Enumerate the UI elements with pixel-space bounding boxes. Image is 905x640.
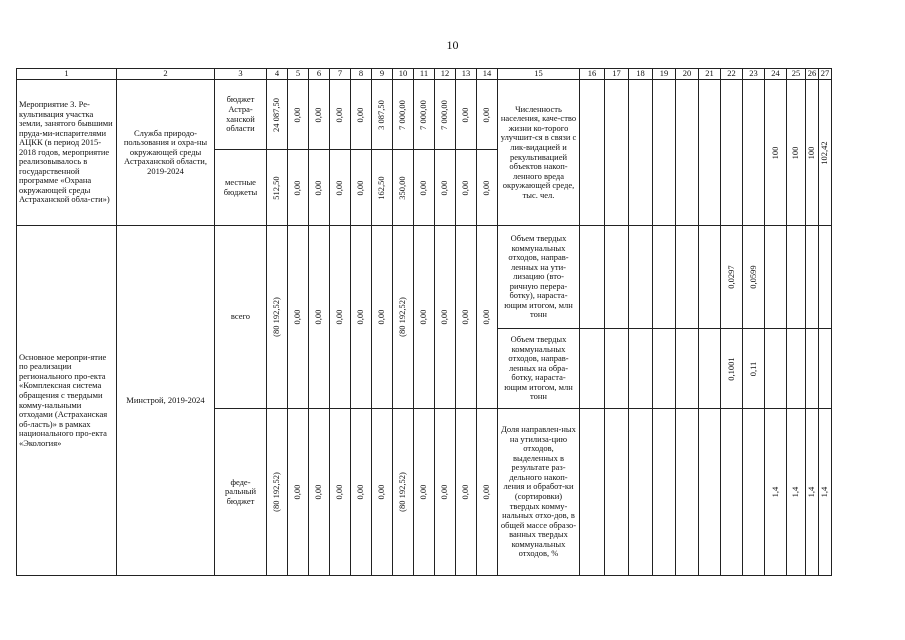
amount-cell: 0,00 xyxy=(477,226,498,409)
table-row xyxy=(17,80,832,150)
empty-cell xyxy=(819,226,832,329)
col-header-8: 8 xyxy=(351,69,372,80)
empty-cell xyxy=(629,80,653,226)
empty-cell xyxy=(699,329,721,409)
empty-cell xyxy=(653,80,676,226)
amount-cell: 0,00 xyxy=(351,150,372,226)
amount-cell: 0,00 xyxy=(330,409,351,576)
executor: Служба природо-пользования и охра-ны окружающей среды Астраханской области, 2019-2024 xyxy=(117,80,215,226)
amount-cell: 0,00 xyxy=(414,409,435,576)
empty-cell xyxy=(743,80,765,226)
col-header-17: 17 xyxy=(605,69,629,80)
amount-cell: 0,00 xyxy=(477,409,498,576)
empty-cell xyxy=(699,409,721,576)
empty-cell xyxy=(580,226,605,329)
col-header-14: 14 xyxy=(477,69,498,80)
amount-cell: 0,00 xyxy=(288,150,309,226)
col-header-24: 24 xyxy=(765,69,787,80)
amount-cell: 0,00 xyxy=(288,409,309,576)
col-header-20: 20 xyxy=(676,69,699,80)
empty-cell xyxy=(653,329,676,409)
col-header-4: 4 xyxy=(267,69,288,80)
target-cell: 0,0297 xyxy=(721,226,743,329)
col-header-15: 15 xyxy=(498,69,580,80)
col-header-23: 23 xyxy=(743,69,765,80)
program-table xyxy=(16,68,832,576)
empty-cell xyxy=(676,226,699,329)
empty-cell xyxy=(653,226,676,329)
empty-cell xyxy=(629,226,653,329)
amount-cell: 0,00 xyxy=(435,150,456,226)
empty-cell xyxy=(629,409,653,576)
target-cell: 1,4 xyxy=(806,409,819,576)
amount-cell: 7 000,00 xyxy=(393,80,414,150)
target-cell: 1,4 xyxy=(765,409,787,576)
amount-cell: (80 192,52) xyxy=(393,226,414,409)
amount-cell: 0,00 xyxy=(330,80,351,150)
amount-cell: 0,00 xyxy=(351,409,372,576)
col-header-10: 10 xyxy=(393,69,414,80)
col-header-26: 26 xyxy=(806,69,819,80)
target-cell: 102,42 xyxy=(819,80,832,226)
funding-source: местные бюджеты xyxy=(215,150,267,226)
empty-cell xyxy=(580,329,605,409)
col-header-3: 3 xyxy=(215,69,267,80)
col-header-1: 1 xyxy=(17,69,117,80)
amount-cell: 0,00 xyxy=(477,80,498,150)
amount-cell: 0,00 xyxy=(435,226,456,409)
col-header-12: 12 xyxy=(435,69,456,80)
amount-cell: 0,00 xyxy=(309,150,330,226)
target-cell: 100 xyxy=(787,80,806,226)
empty-cell xyxy=(605,226,629,329)
target-cell: 0,1001 xyxy=(721,329,743,409)
col-header-5: 5 xyxy=(288,69,309,80)
col-header-16: 16 xyxy=(580,69,605,80)
col-header-21: 21 xyxy=(699,69,721,80)
target-cell: 100 xyxy=(806,80,819,226)
amount-cell: 0,00 xyxy=(330,226,351,409)
executor: Минстрой, 2019-2024 xyxy=(117,226,215,576)
col-header-18: 18 xyxy=(629,69,653,80)
page-number: 10 xyxy=(446,38,459,52)
empty-cell xyxy=(580,80,605,226)
amount-cell: 350,00 xyxy=(393,150,414,226)
measure-name: Основное меропри-ятие по реализации регионального про-екта «Комплексная система обращения с твердыми комму-нальными отходами (Астраханская об-ласть)» в рамках национального про-екта «Экология» xyxy=(17,226,117,576)
empty-cell xyxy=(721,80,743,226)
col-header-27: 27 xyxy=(819,69,832,80)
amount-cell: 0,00 xyxy=(414,150,435,226)
col-header-13: 13 xyxy=(456,69,477,80)
empty-cell xyxy=(765,329,787,409)
funding-source: бюджет Астра-ханской области xyxy=(215,80,267,150)
empty-cell xyxy=(676,409,699,576)
amount-cell: 24 087,50 xyxy=(267,80,288,150)
amount-cell: 0,00 xyxy=(456,80,477,150)
amount-cell: 3 087,50 xyxy=(372,80,393,150)
amount-cell: 0,00 xyxy=(372,226,393,409)
amount-cell: 0,00 xyxy=(351,80,372,150)
empty-cell xyxy=(653,409,676,576)
col-header-19: 19 xyxy=(653,69,676,80)
empty-cell xyxy=(806,226,819,329)
amount-cell: 512,50 xyxy=(267,150,288,226)
empty-cell xyxy=(676,329,699,409)
indicator-text: Доля направлен-ных на утилиза-цию отходов, выделенных в результате раз-дельного накоп-ления и обработ-ки (сортировки) твердых комму-нальных отхо-дов, в общей массе образо-ванных твердых коммунальных отходов, % xyxy=(498,409,580,576)
amount-cell: (80 192,52) xyxy=(393,409,414,576)
empty-cell xyxy=(605,409,629,576)
amount-cell: 0,00 xyxy=(456,409,477,576)
column-number-row xyxy=(17,69,832,80)
empty-cell xyxy=(629,329,653,409)
target-cell: 1,4 xyxy=(787,409,806,576)
indicator-text: Объем твердых коммунальных отходов, направ-ленных на ути-лизацию (вто-ричную перера-ботку), нараста-ющим итогом, млн тонн xyxy=(498,226,580,329)
col-header-6: 6 xyxy=(309,69,330,80)
col-header-9: 9 xyxy=(372,69,393,80)
col-header-11: 11 xyxy=(414,69,435,80)
amount-cell: 0,00 xyxy=(477,150,498,226)
measure-name: Мероприятие 3. Ре-культивация участка земли, занятого бывшими пруда-ми-испарителями АЦКК (в период 2015-2018 годов, мероприятие реализовывалось в государственной программе «Охрана окружающей среды Астраханской обла-сти») xyxy=(17,80,117,226)
indicator-text: Численность населения, каче-ство жизни ко-торого улучшит-ся в связи с лик-видацией и рекультивацией объектов накоп-ленного вреда окружающей среде, тыс. чел. xyxy=(498,80,580,226)
empty-cell xyxy=(787,329,806,409)
amount-cell: (80 192,52) xyxy=(267,226,288,409)
target-cell: 1,4 xyxy=(819,409,832,576)
amount-cell: 7 000,00 xyxy=(414,80,435,150)
target-cell: 0,0599 xyxy=(743,226,765,329)
amount-cell: (80 192,52) xyxy=(267,409,288,576)
empty-cell xyxy=(605,80,629,226)
amount-cell: 0,00 xyxy=(309,80,330,150)
amount-cell: 0,00 xyxy=(414,226,435,409)
amount-cell: 0,00 xyxy=(435,409,456,576)
funding-source: всего xyxy=(215,226,267,409)
amount-cell: 0,00 xyxy=(309,226,330,409)
table-row xyxy=(17,226,832,329)
amount-cell: 0,00 xyxy=(288,80,309,150)
empty-cell xyxy=(765,226,787,329)
amount-cell: 0,00 xyxy=(330,150,351,226)
indicator-text: Объем твердых коммунальных отходов, направ-ленных на обра-ботку, нараста-ющим итогом, млн тонн xyxy=(498,329,580,409)
empty-cell xyxy=(819,329,832,409)
amount-cell: 0,00 xyxy=(351,226,372,409)
col-header-22: 22 xyxy=(721,69,743,80)
funding-source: феде-ральный бюджет xyxy=(215,409,267,576)
empty-cell xyxy=(721,409,743,576)
empty-cell xyxy=(787,226,806,329)
amount-cell: 162,50 xyxy=(372,150,393,226)
amount-cell: 0,00 xyxy=(309,409,330,576)
target-cell: 100 xyxy=(765,80,787,226)
col-header-25: 25 xyxy=(787,69,806,80)
col-header-2: 2 xyxy=(117,69,215,80)
empty-cell xyxy=(580,409,605,576)
empty-cell xyxy=(605,329,629,409)
empty-cell xyxy=(806,329,819,409)
amount-cell: 0,00 xyxy=(456,226,477,409)
empty-cell xyxy=(699,226,721,329)
empty-cell xyxy=(676,80,699,226)
amount-cell: 0,00 xyxy=(456,150,477,226)
target-cell: 0,11 xyxy=(743,329,765,409)
amount-cell: 7 000,00 xyxy=(435,80,456,150)
amount-cell: 0,00 xyxy=(372,409,393,576)
empty-cell xyxy=(699,80,721,226)
amount-cell: 0,00 xyxy=(288,226,309,409)
empty-cell xyxy=(743,409,765,576)
col-header-7: 7 xyxy=(330,69,351,80)
